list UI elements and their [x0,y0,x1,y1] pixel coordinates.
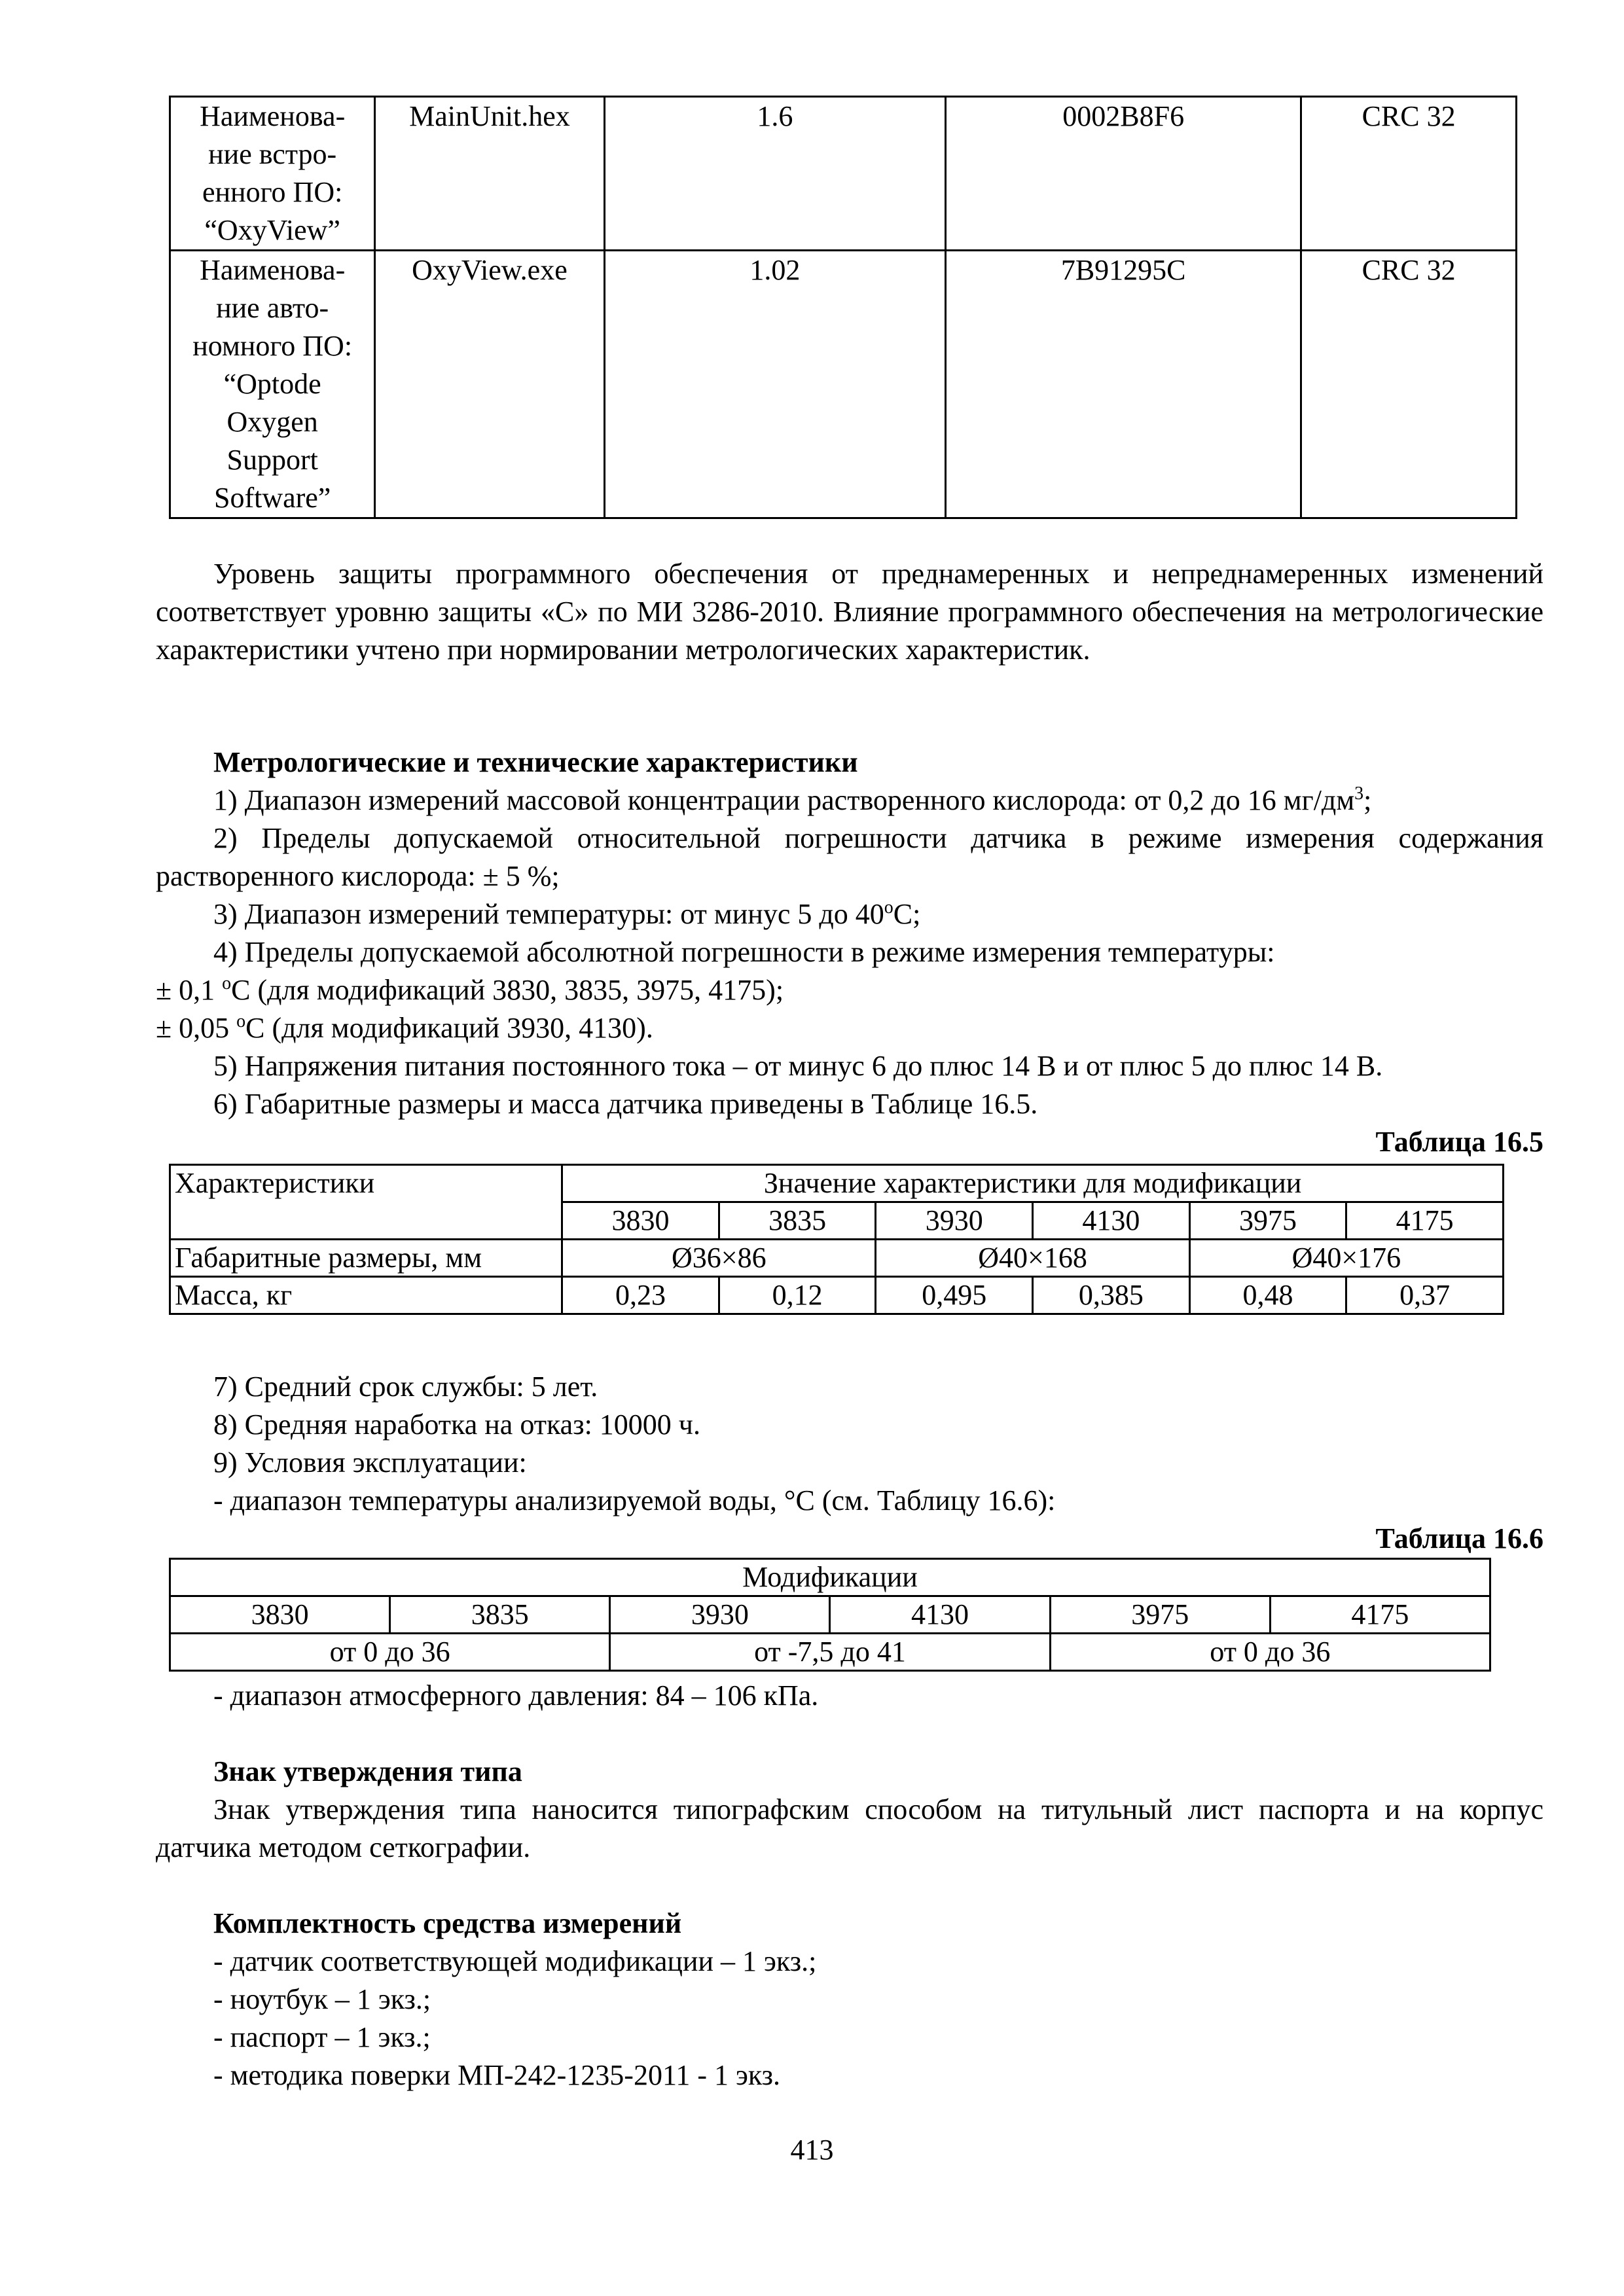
model-cell: 3930 [876,1202,1033,1240]
dims-cell: Ø40×176 [1189,1240,1503,1277]
model-cell: 4130 [830,1596,1050,1634]
table-row [170,251,1517,518]
model-cell: 3830 [170,1596,390,1634]
mass-cell: 0,37 [1346,1277,1504,1314]
table-row [170,1634,1490,1671]
list-item: ± 0,1 $^о$С (для модификаций 3830, 3835, 3975, 4175); [156,973,784,1006]
mass-cell: 0,23 [562,1277,719,1314]
header-modifications: Модификации [170,1559,1490,1596]
table-caption: Таблица 16.6 [1375,1522,1543,1554]
file-name-cell: OxyView.exe [375,251,604,518]
range-cell: от 0 до 36 [170,1634,610,1671]
mass-label: Масса, кг [170,1277,562,1314]
mass-cell: 0,48 [1189,1277,1346,1314]
mass-cell: 0,495 [876,1277,1033,1314]
list-item: - методика поверки МП-242-1235-2011 - 1 экз. [213,2059,781,2091]
table-row [170,1165,1504,1202]
operating-conditions [156,1368,1543,1558]
model-cell: 3835 [719,1202,876,1240]
list-item: 2) Пределы допускаемой относительной погрешности датчика в режиме измерения содержания растворенного кислорода: ± 5 %; [156,822,1543,892]
table-row [170,1240,1504,1277]
model-cell: 4175 [1270,1596,1490,1634]
page-number: 413 [790,2134,834,2166]
final-sections [156,1677,1543,2094]
table-caption: Таблица 16.5 [1375,1126,1543,1158]
algorithm-cell: CRC 32 [1301,251,1517,518]
model-cell: 3975 [1050,1596,1270,1634]
model-cell: 3930 [610,1596,830,1634]
algorithm-cell: CRC 32 [1301,97,1517,251]
table-row [170,1559,1490,1596]
list-item: ± 0,05 $^о$С (для модификаций 3930, 4130). [156,1011,653,1044]
list-item: 6) Габаритные размеры и масса датчика приведены в Таблице 16.5. [213,1088,1038,1120]
model-cell: 3835 [390,1596,610,1634]
software-name-cell: Наименова- ние встро- енного ПО: “OxyView” [170,97,375,251]
metrology-section [156,744,1543,1161]
table-row [170,1277,1504,1314]
list-item: 3) Диапазон измерений температуры: от минус 5 до $40^оС$; [213,897,921,930]
software-name-cell: Наименова- ние авто- номного ПО: “Optode Oxygen Support Software” [170,251,375,518]
section-heading: Комплектность средства измерений [213,1907,682,1939]
range-cell: от 0 до 36 [1050,1634,1490,1671]
list-item: - паспорт – 1 экз.; [213,2021,431,2053]
mass-cell: 0,385 [1033,1277,1190,1314]
section-heading: Метрологические и технические характеристики [213,746,858,778]
table-row [170,97,1517,251]
water-temperature-table [169,1558,1491,1672]
mass-cell: 0,12 [719,1277,876,1314]
version-cell: 1.02 [604,251,946,518]
list-item: - диапазон температуры анализируемой воды, °С (см. Таблицу 16.6): [213,1484,1056,1516]
dims-cell: Ø40×168 [876,1240,1189,1277]
list-item: - диапазон атмосферного давления: 84 – 106 кПа. [213,1679,819,1712]
list-item: 1) Диапазон измерений массовой концентрации растворенного кислорода: от 0,2 до 16 $мг/дм^3$; [213,783,1372,816]
list-item: - ноутбук – 1 экз.; [213,1983,431,2015]
model-cell: 4130 [1033,1202,1190,1240]
list-item: - датчик соответствующей модификации – 1 экз.; [213,1945,817,1977]
list-item: 7) Средний срок службы: 5 лет. [213,1371,598,1403]
header-characteristics: Характеристики [170,1165,562,1240]
dims-cell: Ø36×86 [562,1240,876,1277]
dims-label: Габаритные размеры, мм [170,1240,562,1277]
list-item: 4) Пределы допускаемой абсолютной погрешности в режиме измерения температуры: [213,936,1275,968]
model-cell: 3975 [1189,1202,1346,1240]
header-values: Значение характеристики для модификации [562,1165,1504,1202]
checksum-cell: 7B91295C [946,251,1301,518]
list-item: 8) Средняя наработка на отказ: 10000 ч. [213,1408,700,1441]
list-item: 5) Напряжения питания постоянного тока – от минус 6 до плюс 14 В и от плюс 5 до плюс 14 В. [213,1050,1383,1082]
approval-text: Знак утверждения типа наносится типографским способом на титульный лист паспорта и на корпус датчика методом сеткографии. [156,1793,1543,1863]
section-heading: Знак утверждения типа [213,1755,522,1787]
model-cell: 3830 [562,1202,719,1240]
version-cell: 1.6 [604,97,946,251]
range-cell: от -7,5 до 41 [610,1634,1050,1671]
list-item: 9) Условия эксплуатации: [213,1446,527,1479]
software-identification-table [169,96,1517,519]
dimensions-mass-table [169,1164,1504,1315]
checksum-cell: 0002B8F6 [946,97,1301,251]
table-row [170,1596,1490,1634]
model-cell: 4175 [1346,1202,1504,1240]
protection-paragraph: Уровень защиты программного обеспечения от преднамеренных и непреднамеренных изменений соответствует уровню защиты «С» по МИ 3286-2010. Влияние программного обеспечения на метрологические характеристики учтено при нормировании метрологических характеристик. [156,558,1543,666]
file-name-cell: MainUnit.hex [375,97,604,251]
